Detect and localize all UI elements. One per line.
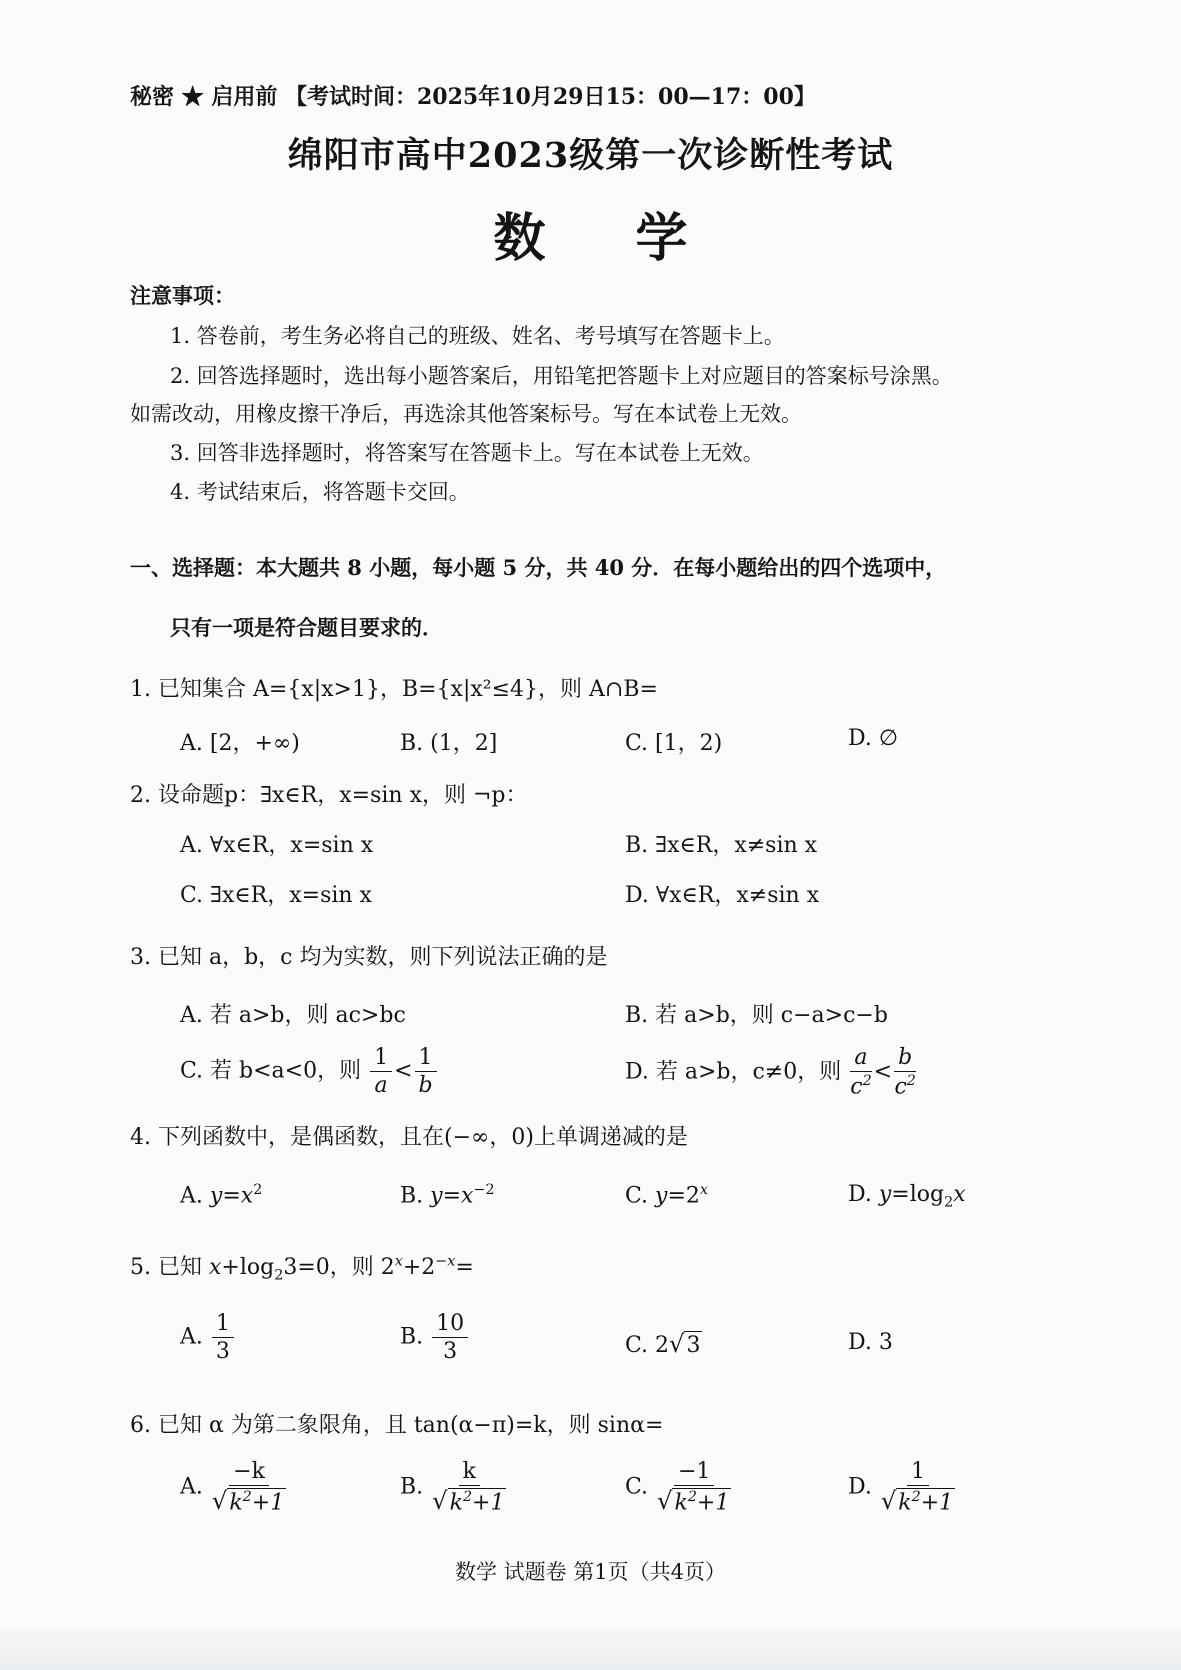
q2-option-d: D. ∀x∈R，x≠sin x [625, 883, 820, 908]
q4-option-a: A. $y=x^2$ [180, 1182, 263, 1209]
question-6: 6. 已知 α 为第二象限角，且 tan(α−π)=k，则 sinα= [130, 1413, 664, 1438]
notice-item-3: 3. 回答非选择题时，将答案写在答题卡上。写在本试卷上无效。 [170, 441, 764, 465]
bottom-shadow [0, 1628, 1181, 1670]
subject-title: 数学 [493, 208, 778, 269]
q1-option-b: B. (1，2] [400, 731, 498, 756]
fraction: $\frac{a}{c^2}$ [850, 1045, 872, 1100]
section-heading-cont: 只有一项是符合题目要求的． [170, 615, 443, 640]
q3-option-d-label: D. 若 a>b，c≠0，则 [625, 1059, 842, 1085]
q1-option-a: A. [2，+∞) [180, 731, 300, 756]
q1-option-d: D. ∅ [848, 726, 899, 751]
section-heading: 一、选择题：本大题共 8 小题，每小题 5 分，共 40 分．在每小题给出的四个选项中， [130, 555, 947, 580]
q5-option-a: A. $\frac{1}{3}$ [180, 1312, 236, 1363]
q3-option-d: D. 若 a>b，c≠0，则 $\frac{a}{c^2}$ < $\frac{b}{c^2}$ [625, 1045, 916, 1100]
question-1: 1. 已知集合 A={x|x>1}，B={x|x²≤4}，则 A∩B= [130, 677, 658, 702]
q4-option-d: D. $y=\log_2x$ [848, 1182, 966, 1211]
notice-item-2-cont: 如需改动，用橡皮擦干净后，再选涂其他答案标号。写在本试卷上无效。 [130, 402, 802, 426]
q5-option-d: D. 3 [848, 1330, 893, 1355]
question-3: 3. 已知 a，b，c 均为实数，则下列说法正确的是 [130, 945, 608, 970]
q1-option-c: C. [1，2) [625, 731, 723, 756]
q3-option-c: C. 若 b<a<0，则 $\frac{1}{a}$ < $\frac{1}{b}$ [180, 1046, 439, 1097]
q4-option-b: B. $y=x^{-2}$ [400, 1182, 495, 1209]
fraction: $\frac{b}{c^2}$ [894, 1045, 916, 1100]
q3-option-b: B. 若 a>b，则 c−a>c−b [625, 1003, 888, 1028]
confidential-line: 秘密 ★ 启用前 【考试时间：2025年10月29日15：00—17：00】 [130, 84, 816, 110]
page-footer: 数学 试题卷 第1页（共4页） [454, 1560, 727, 1584]
q4-option-c: C. $y=2^x$ [625, 1182, 708, 1209]
q2-option-b: B. ∃x∈R，x≠sin x [625, 833, 818, 858]
q3-option-c-label: C. 若 b<a<0，则 [180, 1058, 362, 1084]
q5-option-b: B. $\frac{10}{3}$ [400, 1312, 470, 1363]
q2-option-c: C. ∃x∈R，x=sin x [180, 883, 372, 908]
question-4: 4. 下列函数中，是偶函数，且在(−∞，0)上单调递减的是 [130, 1125, 688, 1150]
notice-item-1: 1. 答卷前，考生务必将自己的班级、姓名、考号填写在答题卡上。 [170, 324, 785, 348]
notice-item-4: 4. 考试结束后，将答题卡交回。 [170, 480, 470, 504]
q5-option-c: C. 2 √ 3 [625, 1330, 701, 1358]
fraction: $\frac{1}{b}$ [415, 1046, 437, 1097]
q6-option-a: A. −k √ $k^2+1$ [180, 1459, 285, 1516]
q3-option-a: A. 若 a>b，则 ac>bc [180, 1003, 406, 1028]
notice-item-2: 2. 回答选择题时，选出每小题答案后，用铅笔把答题卡上对应题目的答案标号涂黑。 [170, 364, 953, 388]
fraction: $\frac{1}{a}$ [370, 1046, 392, 1097]
q6-option-d: D. 1 √ $k^2+1$ [848, 1459, 954, 1516]
exam-title: 绵阳市高中2023级第一次诊断性考试 [287, 135, 894, 176]
q2-option-a: A. ∀x∈R，x=sin x [180, 833, 374, 858]
notice-heading: 注意事项： [130, 283, 235, 308]
question-5: 5. 已知 $x+\log_23=0$，则 $2^x+2^{-x}=$ [130, 1253, 474, 1284]
q6-option-c: C. −1 √ $k^2+1$ [625, 1459, 730, 1516]
q6-option-b: B. k √ $k^2+1$ [400, 1459, 505, 1516]
question-2: 2. 设命题p：∃x∈R，x=sin x，则 ¬p： [130, 783, 528, 808]
